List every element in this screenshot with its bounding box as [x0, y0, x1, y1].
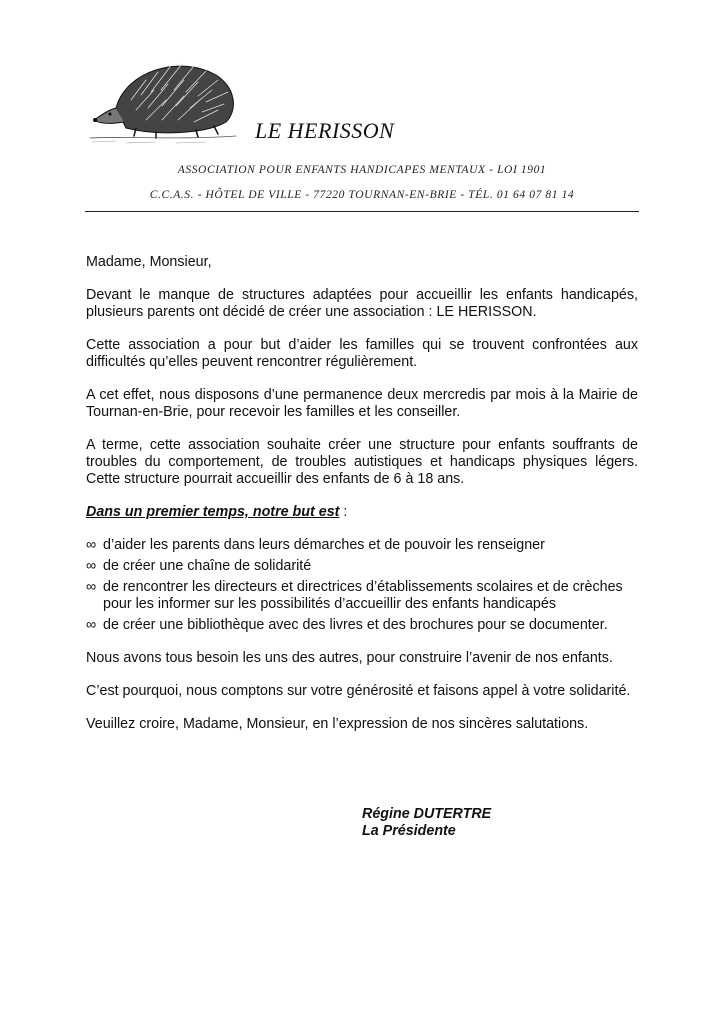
closing: Veuillez croire, Madame, Monsieur, en l’expression de nos sincères salutations. [86, 716, 589, 732]
infinity-bullet-icon: ∞ [86, 558, 97, 574]
goal-text: de créer une chaîne de solidarité [103, 558, 312, 574]
infinity-bullet-icon: ∞ [86, 537, 97, 553]
association-address: C.C.A.S. - HÔTEL DE VILLE - 77220 TOURNAN-EN-BRIE - TÉL. 01 64 07 81 14 [149, 189, 575, 201]
goals-lead: Dans un premier temps, notre but est [86, 504, 340, 520]
list-item [86, 617, 638, 634]
paragraph-5: Nous avons tous besoin les uns des autres, pour construire l’avenir de nos enfants. [86, 650, 613, 666]
goal-text: de rencontrer les directeurs et directrices d’établissements scolaires et de crèches pour les informer sur les possibilités d’accueillir des enfants handicapés [103, 579, 623, 612]
hedgehog-logo [86, 50, 244, 146]
goals-intro [86, 504, 638, 521]
goals-list [86, 537, 638, 634]
association-name: LE HERISSON [255, 118, 395, 143]
paragraph-4: A terme, cette association souhaite créer une structure pour enfants souffrants de troubles du comportement, de troubles autistiques et handicaps physiques légers. Cette structure pourrait accueillir des enfants de 6 à 18 ans. [86, 437, 638, 487]
list-item [86, 558, 638, 575]
paragraph-1: Devant le manque de structures adaptées pour accueillir les enfants handicapés, plusieurs parents ont décidé de créer une association : LE HERISSON. [86, 287, 638, 320]
signatory-title: La Présidente [362, 823, 456, 839]
list-item [86, 579, 638, 613]
infinity-bullet-icon: ∞ [86, 617, 97, 633]
greeting: Madame, Monsieur, [86, 254, 212, 270]
signatory-name: Régine DUTERTRE [362, 806, 492, 822]
goal-text: de créer une bibliothèque avec des livres et des brochures pour se documenter. [103, 617, 608, 633]
signature-block [362, 806, 491, 840]
goal-text: d’aider les parents dans leurs démarches et de pouvoir les renseigner [103, 537, 545, 553]
association-subtitle: ASSOCIATION POUR ENFANTS HANDICAPES MENTAUX - LOI 1901 [177, 164, 547, 176]
list-item [86, 537, 638, 554]
header-divider [85, 211, 639, 212]
letter-body [86, 254, 638, 749]
infinity-bullet-icon: ∞ [86, 579, 97, 595]
paragraph-6: C’est pourquoi, nous comptons sur votre générosité et faisons appel à votre solidarité. [86, 683, 631, 699]
goals-lead-colon: : [339, 504, 348, 520]
paragraph-2: Cette association a pour but d’aider les familles qui se trouvent confrontées aux difficultés qu’elles peuvent rencontrer régulièrement. [86, 337, 638, 370]
paragraph-3: A cet effet, nous disposons d’une permanence deux mercredis par mois à la Mairie de Tournan-en-Brie, pour recevoir les familles et les conseiller. [86, 387, 638, 420]
